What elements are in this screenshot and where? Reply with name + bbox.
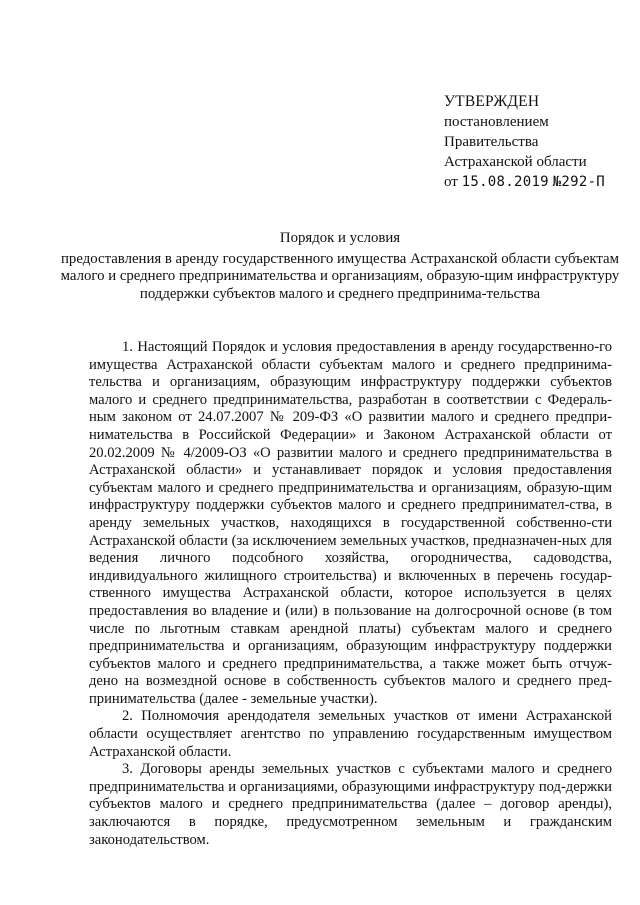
document-subtitle: предоставления в аренду государственного имущества Астраханской области субъектам малого и среднего предпринимательства и организациям, образую-щим инфраструктуру поддержки субъектов малого и среднего предпринима-тельства [60, 250, 620, 302]
approval-date-line [444, 172, 624, 192]
approval-stamp [444, 92, 624, 192]
approval-title: УТВЕРЖДЕН [444, 93, 540, 110]
document-body [89, 339, 612, 849]
document-heading [60, 230, 620, 303]
paragraph-1: 1. Настоящий Порядок и условия предоставления в аренду государственно-го имущества Астраханской области субъектам малого и среднего предпринима-тельства и организациям, образующим инфраструктуру поддержки субъектов малого и среднего предпринимательства, разработан в соответствии с Федераль-ным законом от 24.07.2007 № 209-ФЗ «О развитии малого и среднего предпри-нимательства в Российской Федерации» и Законом Астраханской области от 20.02.2009 № 4/2009-ОЗ «О развитии малого и среднего предпринимательства в Астраханской области» и устанавливает порядок и условия предоставления субъектам малого и среднего предпринимательства и организациям, образую-щим инфраструктуру поддержки субъектов малого и среднего предпринимател-ства, в аренду земельных участков, находящихся в государственной собственно-сти Астраханской области (за исключением земельных участков, предназначен-ных для ведения личного подсобного хозяйства, огородничества, садоводства, индивидуального жилищного строительства) и включенных в перечень государ-ственного имущества Астраханской области, которое используется в целях предоставления во владение и (или) в пользование на долгосрочной основе (в том числе по льготным ставкам арендной платы) субъектам малого и среднего предпринимательства и организациям, образующим инфраструктуру поддержки субъектов малого и среднего предпринимательства, а также может быть отчуж-дено на возмездной основе в собственность субъектов малого и среднего пред-принимательства (далее - земельные участки). [89, 339, 612, 707]
approval-line-region: Астраханской области [444, 154, 587, 170]
paragraph-3: 3. Договоры аренды земельных участков с субъектами малого и среднего предпринимательства и организациями, образующими инфраструктуру под-держки субъектов малого и среднего предпринимательства (далее – договор аренды), заключаются в порядке, предусмотренном земельным и гражданским законодательством. [89, 761, 612, 848]
document-title: Порядок и условия [279, 230, 401, 246]
approval-number: №292-П [552, 174, 606, 190]
approval-line-resolution: постановлением [444, 114, 549, 130]
approval-date: 15.08.2019 [461, 174, 549, 190]
approval-line-government: Правительства [444, 134, 539, 150]
approval-date-prefix: от [444, 174, 458, 190]
paragraph-2: 2. Полномочия арендодателя земельных участков от имени Астраханской области осуществляет агентство по управлению государственным имуществом Астраханской области. [89, 708, 612, 760]
